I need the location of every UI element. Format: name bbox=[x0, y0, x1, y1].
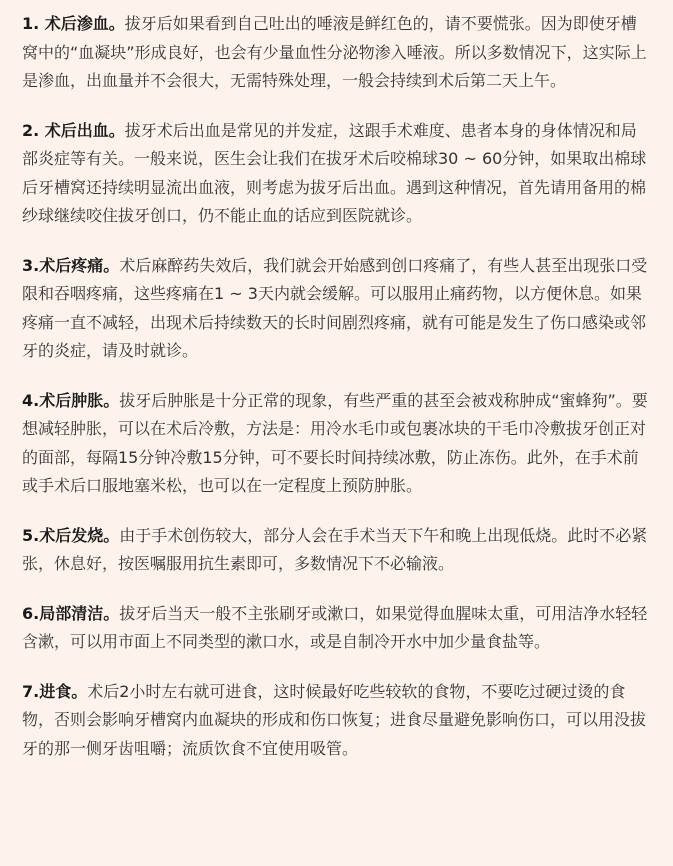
section-body: 术后2小时左右就可进食，这时候最好吃些较软的食物，不要吃过硬过烫的食物，否则会影响牙槽窝内血凝块的形成和伤口恢复；进食尽量避免影响伤口，可以用没拔牙的那一侧牙齿咀嚼；流质饮食不宜使用吸管。 bbox=[22, 681, 647, 758]
section-heading: 4.术后肿胀。 bbox=[22, 390, 120, 410]
paragraph bbox=[22, 252, 651, 366]
section-body: 拔牙术后出血是常见的并发症，这跟手术难度、患者本身的身体情况和局部炎症等有关。一般来说，医生会让我们在拔牙术后咬棉球30 ~ 60分钟，如果取出棉球后牙槽窝还持续明显流出血液，则考虑为拔牙后出血。遇到这种情况，首先请用备用的棉纱球继续咬住拔牙创口，仍不能止血的话应到医院就诊。 bbox=[22, 120, 647, 225]
paragraph bbox=[22, 600, 651, 657]
section-body: 术后麻醉药失效后，我们就会开始感到创口疼痛了，有些人甚至出现张口受限和吞咽疼痛，这些疼痛在1 ~ 3天内就会缓解。可以服用止痛药物，以方便休息。如果疼痛一直不减轻，出现术后持续数天的长时间剧烈疼痛，就有可能是发生了伤口感染或邻牙的炎症，请及时就诊。 bbox=[22, 255, 648, 360]
section-post-op-oozing bbox=[22, 10, 651, 96]
section-body: 拔牙后当天一般不主张刷牙或漱口，如果觉得血腥味太重，可用洁净水轻轻含漱，可以用市面上不同类型的漱口水，或是自制冷开水中加少量食盐等。 bbox=[22, 603, 648, 651]
section-post-op-fever bbox=[22, 522, 651, 579]
section-post-op-bleeding bbox=[22, 117, 651, 231]
section-body: 由于手术创伤较大，部分人会在手术当天下午和晚上出现低烧。此时不必紧张，休息好，按医嘱服用抗生素即可，多数情况下不必输液。 bbox=[22, 525, 648, 573]
section-heading: 1. 术后渗血。 bbox=[22, 14, 125, 33]
section-body: 拔牙后如果看到自己吐出的唾液是鲜红色的，请不要慌张。因为即使牙槽窝中的“血凝块”形成良好，也会有少量血性分泌物渗入唾液。所以多数情况下，这实际上是渗血，出血量并不会很大，无需特殊处理，一般会持续到术后第二天上午。 bbox=[22, 14, 647, 90]
section-heading: 5.术后发烧。 bbox=[22, 525, 120, 545]
paragraph bbox=[22, 117, 651, 231]
section-heading: 3.术后疼痛。 bbox=[22, 255, 120, 275]
section-eating bbox=[22, 678, 651, 764]
section-heading: 6.局部清洁。 bbox=[22, 603, 120, 623]
section-heading: 7.进食。 bbox=[22, 681, 88, 701]
paragraph bbox=[22, 678, 651, 764]
section-local-cleaning bbox=[22, 600, 651, 657]
paragraph bbox=[22, 387, 651, 501]
section-post-op-swelling bbox=[22, 387, 651, 501]
paragraph bbox=[22, 522, 651, 579]
section-post-op-pain bbox=[22, 252, 651, 366]
paragraph bbox=[22, 10, 651, 96]
section-heading: 2. 术后出血。 bbox=[22, 120, 125, 140]
section-body: 拔牙后肿胀是十分正常的现象，有些严重的甚至会被戏称肿成“蜜蜂狗”。要想减轻肿胀，可以在术后冷敷，方法是：用冷水毛巾或包裹冰块的干毛巾冷敷拔牙创正对的面部，每隔15分钟冷敷15分钟，可不要长时间持续冰敷，防止冻伤。此外，在手术前或手术后口服地塞米松，也可以在一定程度上预防肿胀。 bbox=[22, 390, 648, 495]
